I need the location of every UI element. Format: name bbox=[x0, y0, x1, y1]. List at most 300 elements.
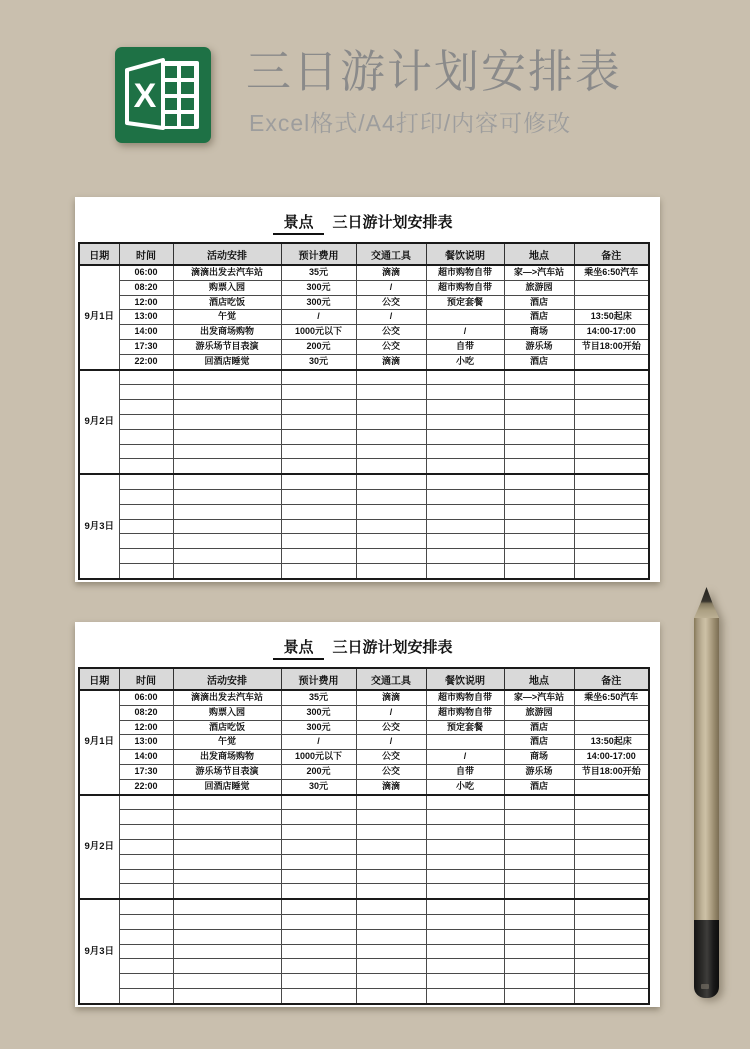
cell bbox=[173, 444, 281, 459]
cell: 35元 bbox=[281, 690, 356, 705]
cell bbox=[574, 354, 649, 369]
cell bbox=[281, 370, 356, 385]
cell bbox=[504, 795, 574, 810]
table-row bbox=[79, 854, 649, 869]
cell bbox=[504, 899, 574, 914]
cell bbox=[173, 504, 281, 519]
sheet-title-blank: 景点 bbox=[273, 636, 323, 660]
table-row bbox=[79, 519, 649, 534]
cell bbox=[426, 914, 504, 929]
cell bbox=[574, 944, 649, 959]
cell bbox=[574, 779, 649, 794]
table-row bbox=[79, 459, 649, 474]
date-cell: 9月2日 bbox=[79, 370, 119, 475]
cell bbox=[426, 400, 504, 415]
cell bbox=[356, 549, 426, 564]
table-row bbox=[79, 764, 649, 779]
cell bbox=[119, 444, 173, 459]
cell bbox=[281, 489, 356, 504]
cell bbox=[119, 869, 173, 884]
page-subtitle: Excel格式/A4打印/内容可修改 bbox=[249, 110, 572, 136]
cell bbox=[574, 959, 649, 974]
cell bbox=[504, 489, 574, 504]
cell bbox=[574, 825, 649, 840]
cell: / bbox=[281, 310, 356, 325]
cell: 节目18:00开始 bbox=[574, 764, 649, 779]
cell bbox=[173, 929, 281, 944]
cell bbox=[119, 810, 173, 825]
cell bbox=[173, 899, 281, 914]
sheet-title-blank: 景点 bbox=[273, 211, 323, 235]
cell bbox=[574, 988, 649, 1003]
cell bbox=[504, 839, 574, 854]
column-header: 时间 bbox=[119, 668, 173, 690]
cell: 17:30 bbox=[119, 764, 173, 779]
cell bbox=[426, 414, 504, 429]
cell: 13:50起床 bbox=[574, 310, 649, 325]
cell bbox=[426, 854, 504, 869]
cell: 酒店 bbox=[504, 295, 574, 310]
table-row bbox=[79, 385, 649, 400]
cell bbox=[356, 429, 426, 444]
cell bbox=[281, 429, 356, 444]
cell bbox=[281, 825, 356, 840]
cell bbox=[574, 474, 649, 489]
pencil-end-cap bbox=[694, 920, 719, 998]
cell: 预定套餐 bbox=[426, 295, 504, 310]
cell: 06:00 bbox=[119, 690, 173, 705]
cell bbox=[173, 474, 281, 489]
cell bbox=[356, 884, 426, 899]
date-cell: 9月1日 bbox=[79, 265, 119, 370]
cell bbox=[119, 839, 173, 854]
column-header: 活动安排 bbox=[173, 668, 281, 690]
cell bbox=[574, 974, 649, 989]
cell: 滴滴 bbox=[356, 690, 426, 705]
cell: 200元 bbox=[281, 339, 356, 354]
cell: 节目18:00开始 bbox=[574, 339, 649, 354]
cell bbox=[504, 414, 574, 429]
cell: 公交 bbox=[356, 325, 426, 340]
cell bbox=[504, 429, 574, 444]
cell bbox=[504, 563, 574, 578]
cell: 小吃 bbox=[426, 779, 504, 794]
cell bbox=[426, 549, 504, 564]
cell bbox=[173, 810, 281, 825]
cell bbox=[281, 974, 356, 989]
schedule-table bbox=[78, 667, 650, 1005]
cell bbox=[281, 839, 356, 854]
pencil-body bbox=[694, 618, 719, 920]
page-title: 三日游计划安排表 bbox=[246, 46, 623, 97]
cell bbox=[119, 414, 173, 429]
cell bbox=[426, 429, 504, 444]
cell bbox=[426, 474, 504, 489]
cell bbox=[504, 474, 574, 489]
cell: 商场 bbox=[504, 750, 574, 765]
cell bbox=[426, 869, 504, 884]
cell bbox=[574, 534, 649, 549]
cell bbox=[119, 825, 173, 840]
cell bbox=[574, 459, 649, 474]
excel-x-letter: X bbox=[133, 77, 157, 115]
cell bbox=[119, 899, 173, 914]
cell: 酒店 bbox=[504, 735, 574, 750]
cell bbox=[504, 944, 574, 959]
cell: 酒店 bbox=[504, 720, 574, 735]
cell bbox=[574, 705, 649, 720]
cell bbox=[173, 563, 281, 578]
cell bbox=[356, 825, 426, 840]
cell bbox=[574, 869, 649, 884]
column-header: 餐饮说明 bbox=[426, 668, 504, 690]
cell bbox=[426, 929, 504, 944]
cell bbox=[504, 929, 574, 944]
cell: 旅游园 bbox=[504, 705, 574, 720]
column-header: 活动安排 bbox=[173, 243, 281, 265]
cell: 家—>汽车站 bbox=[504, 265, 574, 280]
cell: 22:00 bbox=[119, 779, 173, 794]
cell bbox=[119, 959, 173, 974]
cell bbox=[574, 414, 649, 429]
table-row bbox=[79, 959, 649, 974]
cell: 300元 bbox=[281, 295, 356, 310]
cell bbox=[356, 385, 426, 400]
cell bbox=[173, 414, 281, 429]
cell bbox=[426, 988, 504, 1003]
cell: 08:20 bbox=[119, 705, 173, 720]
cell bbox=[426, 489, 504, 504]
cell bbox=[173, 385, 281, 400]
cell: 滴滴 bbox=[356, 354, 426, 369]
table-row bbox=[79, 339, 649, 354]
table-row bbox=[79, 810, 649, 825]
schedule-table bbox=[78, 242, 650, 580]
cell: 出发商场购物 bbox=[173, 325, 281, 340]
cell: 回酒店睡觉 bbox=[173, 779, 281, 794]
date-cell: 9月1日 bbox=[79, 690, 119, 795]
column-header: 地点 bbox=[504, 668, 574, 690]
cell: / bbox=[356, 705, 426, 720]
cell: 超市购物自带 bbox=[426, 280, 504, 295]
cell bbox=[281, 534, 356, 549]
cell bbox=[119, 884, 173, 899]
cell bbox=[119, 854, 173, 869]
cell: 乘坐6:50汽车 bbox=[574, 690, 649, 705]
cell bbox=[281, 810, 356, 825]
cell bbox=[426, 825, 504, 840]
cell bbox=[119, 944, 173, 959]
cell bbox=[119, 563, 173, 578]
cell bbox=[426, 310, 504, 325]
column-header: 备注 bbox=[574, 668, 649, 690]
cell: 游乐场节目表演 bbox=[173, 339, 281, 354]
cell bbox=[426, 795, 504, 810]
cell bbox=[574, 295, 649, 310]
table-row bbox=[79, 720, 649, 735]
cell bbox=[356, 370, 426, 385]
cell: 35元 bbox=[281, 265, 356, 280]
cell bbox=[574, 444, 649, 459]
cell bbox=[281, 385, 356, 400]
cell bbox=[173, 869, 281, 884]
cell bbox=[574, 429, 649, 444]
cell bbox=[119, 974, 173, 989]
cell bbox=[574, 884, 649, 899]
cell bbox=[504, 549, 574, 564]
cell bbox=[504, 825, 574, 840]
cell bbox=[356, 959, 426, 974]
cell: 酒店吃饭 bbox=[173, 295, 281, 310]
cell bbox=[574, 839, 649, 854]
cell bbox=[281, 400, 356, 415]
cell bbox=[426, 944, 504, 959]
column-header: 日期 bbox=[79, 668, 119, 690]
cell bbox=[356, 459, 426, 474]
cell: / bbox=[426, 325, 504, 340]
cell bbox=[173, 914, 281, 929]
cell bbox=[356, 504, 426, 519]
cell: 300元 bbox=[281, 720, 356, 735]
table-row bbox=[79, 310, 649, 325]
cell bbox=[356, 534, 426, 549]
cell bbox=[574, 280, 649, 295]
cell bbox=[356, 974, 426, 989]
cell bbox=[173, 489, 281, 504]
table-row bbox=[79, 839, 649, 854]
cell bbox=[426, 385, 504, 400]
cell: 滴滴出发去汽车站 bbox=[173, 265, 281, 280]
table-row bbox=[79, 280, 649, 295]
cell bbox=[281, 884, 356, 899]
cell bbox=[173, 795, 281, 810]
cell bbox=[426, 810, 504, 825]
table-row bbox=[79, 489, 649, 504]
column-header: 预计费用 bbox=[281, 668, 356, 690]
table-row bbox=[79, 795, 649, 810]
table-row bbox=[79, 974, 649, 989]
cell bbox=[574, 854, 649, 869]
cell bbox=[426, 899, 504, 914]
cell bbox=[356, 810, 426, 825]
cell bbox=[119, 429, 173, 444]
cell bbox=[119, 400, 173, 415]
cell bbox=[574, 489, 649, 504]
cell bbox=[356, 899, 426, 914]
cell bbox=[281, 899, 356, 914]
cell: 公交 bbox=[356, 750, 426, 765]
cell: / bbox=[356, 310, 426, 325]
table-row bbox=[79, 400, 649, 415]
cell bbox=[356, 474, 426, 489]
table-row bbox=[79, 549, 649, 564]
cell: / bbox=[356, 735, 426, 750]
cell bbox=[119, 504, 173, 519]
cell bbox=[119, 370, 173, 385]
cell bbox=[173, 459, 281, 474]
cell bbox=[504, 810, 574, 825]
cell bbox=[574, 400, 649, 415]
cell bbox=[281, 474, 356, 489]
cell bbox=[504, 534, 574, 549]
cell bbox=[173, 959, 281, 974]
table-row bbox=[79, 354, 649, 369]
cell bbox=[173, 549, 281, 564]
pencil-tip bbox=[694, 587, 719, 618]
cell: 12:00 bbox=[119, 295, 173, 310]
sheet-title-text: 三日游计划安排表 bbox=[332, 214, 453, 231]
table-row bbox=[79, 325, 649, 340]
cell bbox=[356, 944, 426, 959]
cell: 12:00 bbox=[119, 720, 173, 735]
cell bbox=[426, 370, 504, 385]
cell bbox=[574, 914, 649, 929]
cell: 预定套餐 bbox=[426, 720, 504, 735]
cell bbox=[426, 974, 504, 989]
cell bbox=[356, 795, 426, 810]
cell bbox=[426, 735, 504, 750]
cell bbox=[173, 988, 281, 1003]
cell: 酒店 bbox=[504, 779, 574, 794]
table-row bbox=[79, 988, 649, 1003]
table-row bbox=[79, 705, 649, 720]
cell bbox=[504, 370, 574, 385]
cell bbox=[426, 519, 504, 534]
cell: 30元 bbox=[281, 779, 356, 794]
cell bbox=[356, 444, 426, 459]
cell: 乘坐6:50汽车 bbox=[574, 265, 649, 280]
cell: 17:30 bbox=[119, 339, 173, 354]
cell bbox=[119, 489, 173, 504]
cell bbox=[504, 914, 574, 929]
cell bbox=[574, 899, 649, 914]
cell bbox=[574, 563, 649, 578]
cell bbox=[504, 504, 574, 519]
cell bbox=[281, 459, 356, 474]
table-row bbox=[79, 265, 649, 280]
cell bbox=[504, 959, 574, 974]
sheet-paper-2 bbox=[75, 622, 660, 1007]
cell bbox=[173, 534, 281, 549]
cell bbox=[574, 810, 649, 825]
header-row bbox=[79, 243, 649, 265]
cell: 13:00 bbox=[119, 735, 173, 750]
cell bbox=[119, 534, 173, 549]
table-row bbox=[79, 779, 649, 794]
cell: 超市购物自带 bbox=[426, 705, 504, 720]
cell bbox=[281, 549, 356, 564]
cell bbox=[119, 519, 173, 534]
cell bbox=[504, 974, 574, 989]
cell bbox=[504, 854, 574, 869]
cell: 酒店 bbox=[504, 310, 574, 325]
cell: 超市购物自带 bbox=[426, 690, 504, 705]
column-header: 餐饮说明 bbox=[426, 243, 504, 265]
column-header: 备注 bbox=[574, 243, 649, 265]
table-row bbox=[79, 444, 649, 459]
cell bbox=[574, 929, 649, 944]
cell: 22:00 bbox=[119, 354, 173, 369]
cell bbox=[356, 869, 426, 884]
table-row bbox=[79, 884, 649, 899]
cell bbox=[173, 519, 281, 534]
cell: 200元 bbox=[281, 764, 356, 779]
cell: 公交 bbox=[356, 295, 426, 310]
cell bbox=[173, 825, 281, 840]
table-row bbox=[79, 295, 649, 310]
cell: 1000元以下 bbox=[281, 325, 356, 340]
table-row bbox=[79, 504, 649, 519]
cell bbox=[119, 474, 173, 489]
table-row bbox=[79, 414, 649, 429]
cell: 1000元以下 bbox=[281, 750, 356, 765]
cell bbox=[504, 884, 574, 899]
table-row bbox=[79, 735, 649, 750]
cell bbox=[426, 444, 504, 459]
cell: 14:00-17:00 bbox=[574, 750, 649, 765]
cell bbox=[173, 884, 281, 899]
cell bbox=[281, 959, 356, 974]
cell: 公交 bbox=[356, 764, 426, 779]
cell bbox=[119, 549, 173, 564]
table-row bbox=[79, 474, 649, 489]
cell bbox=[356, 929, 426, 944]
table-row bbox=[79, 944, 649, 959]
cell bbox=[426, 884, 504, 899]
cell bbox=[504, 400, 574, 415]
cell bbox=[173, 429, 281, 444]
cell: 午觉 bbox=[173, 735, 281, 750]
cell bbox=[574, 549, 649, 564]
cell bbox=[504, 385, 574, 400]
sheet-paper-1 bbox=[75, 197, 660, 582]
cell bbox=[281, 914, 356, 929]
cell bbox=[426, 839, 504, 854]
cell bbox=[504, 444, 574, 459]
cell bbox=[574, 504, 649, 519]
cell bbox=[356, 988, 426, 1003]
sheet-title bbox=[78, 211, 648, 242]
cell bbox=[173, 839, 281, 854]
cell bbox=[281, 854, 356, 869]
cell bbox=[356, 489, 426, 504]
cell: 公交 bbox=[356, 339, 426, 354]
cell bbox=[574, 385, 649, 400]
column-header: 地点 bbox=[504, 243, 574, 265]
column-header: 日期 bbox=[79, 243, 119, 265]
cell bbox=[119, 459, 173, 474]
cell: 滴滴出发去汽车站 bbox=[173, 690, 281, 705]
date-cell: 9月3日 bbox=[79, 474, 119, 579]
cell bbox=[574, 720, 649, 735]
cell: 13:00 bbox=[119, 310, 173, 325]
column-header: 交通工具 bbox=[356, 668, 426, 690]
cell: / bbox=[426, 750, 504, 765]
cell bbox=[356, 914, 426, 929]
cell: 14:00 bbox=[119, 325, 173, 340]
cell: 滴滴 bbox=[356, 265, 426, 280]
cell: 家—>汽车站 bbox=[504, 690, 574, 705]
sheet-title bbox=[78, 636, 648, 667]
column-header: 时间 bbox=[119, 243, 173, 265]
cell bbox=[426, 504, 504, 519]
cell: 14:00 bbox=[119, 750, 173, 765]
cell bbox=[119, 914, 173, 929]
column-header: 预计费用 bbox=[281, 243, 356, 265]
cell bbox=[504, 459, 574, 474]
cell bbox=[281, 519, 356, 534]
table-row bbox=[79, 370, 649, 385]
